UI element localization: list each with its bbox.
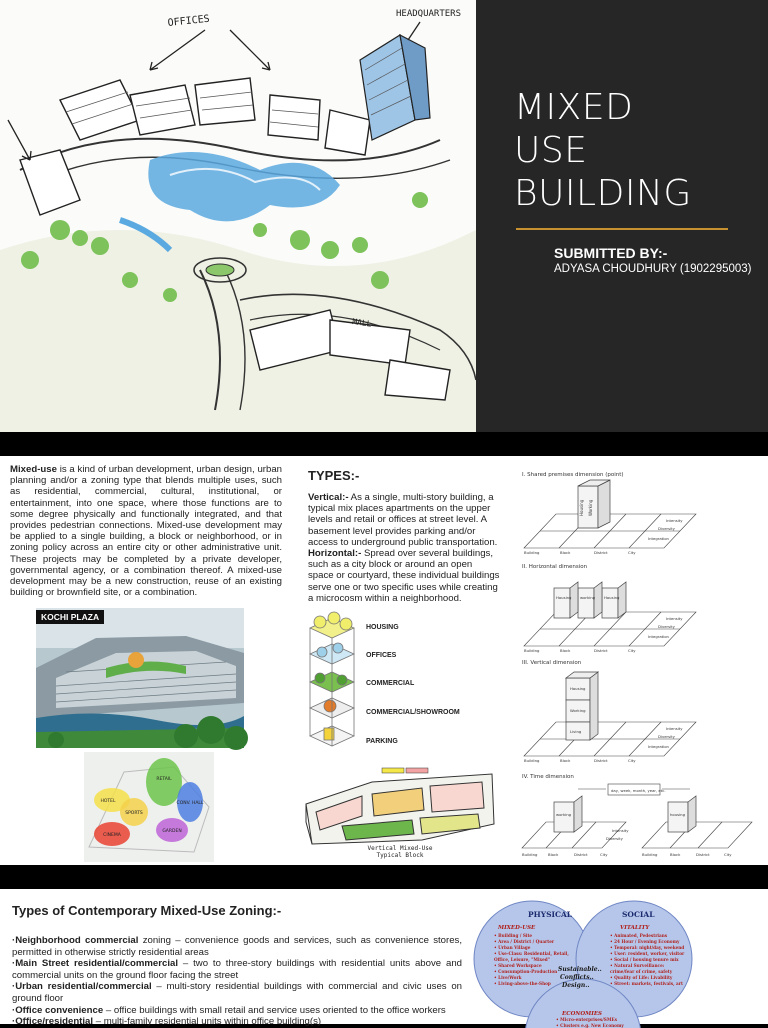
venn-economies-item: • Clusters e.g. New Economy xyxy=(556,1023,624,1028)
dimension-2-integration: Integration xyxy=(648,634,669,639)
dimension-2-axis-city: City xyxy=(628,648,636,653)
dimension-4b-axis-city: City xyxy=(724,852,732,857)
title-slide xyxy=(0,0,768,432)
dimension-3-axis-city: City xyxy=(628,758,636,763)
stack-label-parking: PARKING xyxy=(366,738,398,745)
dimension-1-axis-district: District xyxy=(594,550,608,555)
stack-label-commercial: COMMERCIAL xyxy=(366,680,415,687)
definition-slide xyxy=(0,456,768,865)
stack-label-offices: OFFICES xyxy=(366,652,397,659)
venn-center-sustainable: Sustainable.. xyxy=(558,966,602,973)
dimension-1-box-1: Housing xyxy=(579,499,584,516)
dimension-2-axis-building: Building xyxy=(524,648,540,653)
dimension-4b-axis-building: Building xyxy=(642,852,658,857)
zoning-slide xyxy=(0,889,768,1028)
sketch-label-mall: MALL xyxy=(351,317,373,329)
zoning-item xyxy=(12,958,462,981)
types-heading: TYPES:- xyxy=(308,468,360,483)
vertical-term: Vertical:- xyxy=(308,492,349,503)
venn-social-item: • Social / housing tenure mix xyxy=(610,957,679,962)
venn-center-conflicts: Conflicts.. xyxy=(560,974,594,981)
zoning-item-term: ·Neighborhood commercial xyxy=(12,935,139,946)
vertical-type xyxy=(308,492,500,548)
venn-social-item: • User: resident, worker, visitor xyxy=(610,951,685,956)
block-caption-line-2: Typical Block xyxy=(376,852,424,859)
dimension-1-diversity: Diversity xyxy=(658,526,675,531)
zoning-list xyxy=(12,935,462,1028)
venn-economies-item: • Micro-enterprises/SMEs xyxy=(556,1017,618,1022)
dimension-4b-axis-district: District xyxy=(696,852,710,857)
dimension-2-intensity: Intensity xyxy=(666,616,683,621)
dimension-2-box-3: Housing xyxy=(604,595,620,600)
venn-physical-item: • Area / District / Quarter xyxy=(494,939,555,944)
venn-physical-item: • Urban Village xyxy=(494,945,531,950)
dimension-4-box-2: housing xyxy=(670,812,685,817)
dimension-3-box-1: Housing xyxy=(570,686,586,691)
zoning-item-text: zoning – convenience goods and services, such as convenience stores, permitted in otherwise strictly residential areas xyxy=(12,935,463,958)
block-caption-line-1: Vertical Mixed-Use xyxy=(367,845,433,852)
venn-social-item: crime/fear of crime, safety xyxy=(610,969,673,974)
dimension-1-intensity: Intensity xyxy=(666,518,683,523)
horizontal-type xyxy=(308,548,500,604)
dimension-title-1: I. Shared premises dimension (point) xyxy=(522,472,624,478)
venn-mixed-use-label: MIXED-USE xyxy=(498,925,536,931)
typical-block-sketch xyxy=(302,764,498,860)
venn-physical-item: • Shared Workspace xyxy=(494,963,542,968)
zoning-item-text: – two to three-story buildings with residential units above and commercial units on the ground floor facing the street xyxy=(12,958,463,981)
intro-text: is a kind of urban development, urban design, urban planning and/or a zoning type that blends multiple uses, such as residential, commercial, cultural, institutional, or entertainment, into one space, where those functions are to some degree physically and functionally integrated, and that provides pedestrian connections. Mixed-use development may be applied to a single building, a block or neighborhood, or in zoning policy across an entire city or other administrative unit. These projects may be completed by a private developer, governmental agency, or a combination thereof. A mixed-use development may be a new construction, reuse of an existing building or brownfield site, or a combination. xyxy=(10,464,282,599)
venn-social-label: SOCIAL xyxy=(622,910,655,919)
kochi-plaza-photo xyxy=(36,608,244,748)
venn-social-item: • Temporal: night/day, weekend xyxy=(610,945,685,950)
zoning-item-term: ·Urban residential/commercial xyxy=(12,981,152,993)
zoning-item-text: – office buildings with small retail and service uses oriented to the office workers xyxy=(103,1004,446,1016)
dimension-2-axis-district: District xyxy=(594,648,608,653)
sustainability-venn-diagram xyxy=(470,897,696,1028)
zoning-item xyxy=(12,1005,462,1017)
dimension-3-diversity: Diversity xyxy=(658,734,675,739)
venn-social-item: • Animated, Pedestrians xyxy=(610,933,668,938)
venn-center-design: Design.. xyxy=(562,982,590,989)
zoning-heading: Types of Contemporary Mixed-Use Zoning:- xyxy=(12,903,282,918)
venn-physical-item: • Living-above-the-Shop xyxy=(494,981,551,986)
dimension-4-intensity: Intensity xyxy=(612,828,629,833)
accent-divider xyxy=(516,228,728,230)
venn-social-item: • Natural Surveillance: xyxy=(610,963,665,968)
bubble-label-conv-hall: CONV. HALL xyxy=(176,801,204,806)
dimension-3-box-2: Working xyxy=(570,708,586,713)
zoning-item-term: ·Main Street residential/commercial xyxy=(12,958,178,970)
dimension-2-axis-block: Block xyxy=(560,648,571,653)
dimension-1-integration: Integration xyxy=(648,536,669,541)
venn-physical-label: PHYSICAL xyxy=(528,910,573,919)
dimension-1-axis-city: City xyxy=(628,550,636,555)
dimension-3-box-3: Living xyxy=(570,729,582,734)
mixed-use-dimensions-diagram xyxy=(516,466,760,860)
vertical-text: As a single, multi-story building, a typical mix places apartments on the upper levels and retail or offices at street level. A basement level provides parking and/or access to underground public transportation. xyxy=(308,492,498,548)
venn-social-item: • 24 Hour / Evening Economy xyxy=(610,939,680,944)
stack-label-showroom: COMMERCIAL/SHOWROOM xyxy=(366,709,460,716)
zoning-item-text: – multi-family residential units within office building(s) xyxy=(93,1016,322,1028)
dimension-2-box-2: working xyxy=(580,595,596,600)
intro-paragraph xyxy=(10,464,282,598)
bubble-retail xyxy=(146,758,182,806)
bubble-label-sports: SPORTS xyxy=(125,811,143,816)
dimension-3-axis-building: Building xyxy=(524,758,540,763)
venn-social-item: • Quality of Life: Livability xyxy=(610,975,673,980)
dimension-4-axis-district: District xyxy=(574,852,588,857)
title-line-2: USE xyxy=(514,130,588,171)
venn-physical-item: • Live/Work xyxy=(494,975,522,980)
dimension-2-diversity: Diversity xyxy=(658,624,675,629)
venn-physical-item: Office, Leisure, "Mixed" xyxy=(494,957,550,962)
dimension-1-axis-block: Block xyxy=(560,550,571,555)
vertical-stack-diagram xyxy=(302,610,362,760)
author-name: ADYASA CHOUDHURY (1902295003) xyxy=(554,263,752,275)
bubble-label-cinema: CINEMA xyxy=(103,833,121,838)
zoning-item-text: – multi-story residential buildings with commercial and civic uses on ground floor xyxy=(12,981,463,1004)
sketch-label-headquarters: HEADQUARTERS xyxy=(396,9,462,19)
masterplan-sketch xyxy=(0,0,476,432)
dimension-3-intensity: Intensity xyxy=(666,726,683,731)
zoning-item xyxy=(12,1016,462,1028)
dimension-1-box-2: Working xyxy=(588,499,593,516)
intro-term: Mixed-use xyxy=(10,464,57,475)
dimension-title-2: II. Horizontal dimension xyxy=(522,564,588,570)
dimension-title-3: III. Vertical dimension xyxy=(522,660,582,666)
kochi-plaza-label: KOCHI PLAZA xyxy=(36,610,104,624)
dimension-3-axis-block: Block xyxy=(560,758,571,763)
zoning-item xyxy=(12,935,462,958)
zoning-item-term: ·Office/residential xyxy=(12,1016,94,1028)
dimension-4-axis-block: Block xyxy=(548,852,559,857)
bubble-label-hotel: HOTEL xyxy=(100,799,116,804)
dimension-4-box-1: working xyxy=(556,812,572,817)
venn-physical-item: • Use-Class: Residential, Retail, xyxy=(494,951,569,956)
venn-social-item: • Street: markets, festivals, art xyxy=(610,981,683,986)
submitted-by-label: SUBMITTED BY:- xyxy=(554,245,668,261)
venn-physical-item: • Consumption-Production xyxy=(494,969,558,974)
venn-physical-item: • Building / Site xyxy=(494,933,533,938)
venn-vitality-label: VITALITY xyxy=(620,925,650,931)
dimension-4-axis-city: City xyxy=(600,852,608,857)
dimension-4-note: day, week, month, year, etc. xyxy=(611,788,666,793)
dimension-4-axis-building: Building xyxy=(522,852,538,857)
title-panel xyxy=(476,0,768,432)
dimension-3-axis-district: District xyxy=(594,758,608,763)
zoning-bubble-diagram xyxy=(84,752,214,862)
dimension-title-4: IV. Time dimension xyxy=(522,774,574,780)
bubble-label-retail: RETAIL xyxy=(156,777,172,782)
sketch-label-offices: OFFICES xyxy=(167,13,211,29)
title-line-1: MIXED xyxy=(514,87,634,128)
zoning-item-term: ·Office convenience xyxy=(12,1004,104,1016)
dimension-3-integration: Integration xyxy=(648,744,669,749)
zoning-item xyxy=(12,981,462,1004)
dimension-1-axis-building: Building xyxy=(524,550,540,555)
stack-label-housing: HOUSING xyxy=(366,624,399,631)
kochi-plaza-render xyxy=(36,608,244,748)
masterplan-sketch-drawing xyxy=(0,0,476,432)
types-description xyxy=(308,492,500,604)
title-line-3: BUILDING xyxy=(514,173,692,214)
dimension-2-box-1: Housing xyxy=(556,595,572,600)
horizontal-term: Horizontal:- xyxy=(308,548,362,560)
dimension-4-diversity: Diversity xyxy=(606,836,623,841)
main-title xyxy=(514,86,692,215)
horizontal-text: Spread over several buildings, such as a city block or around an open space or courtyard, these individual buildings serve one or two specific uses while creating a microcosm within a neighborhood. xyxy=(308,548,500,604)
venn-economies-label: ECONOMIES xyxy=(562,1011,603,1017)
dimension-4b-axis-block: Block xyxy=(670,852,681,857)
bubble-label-garden: GARDEN xyxy=(162,829,182,834)
